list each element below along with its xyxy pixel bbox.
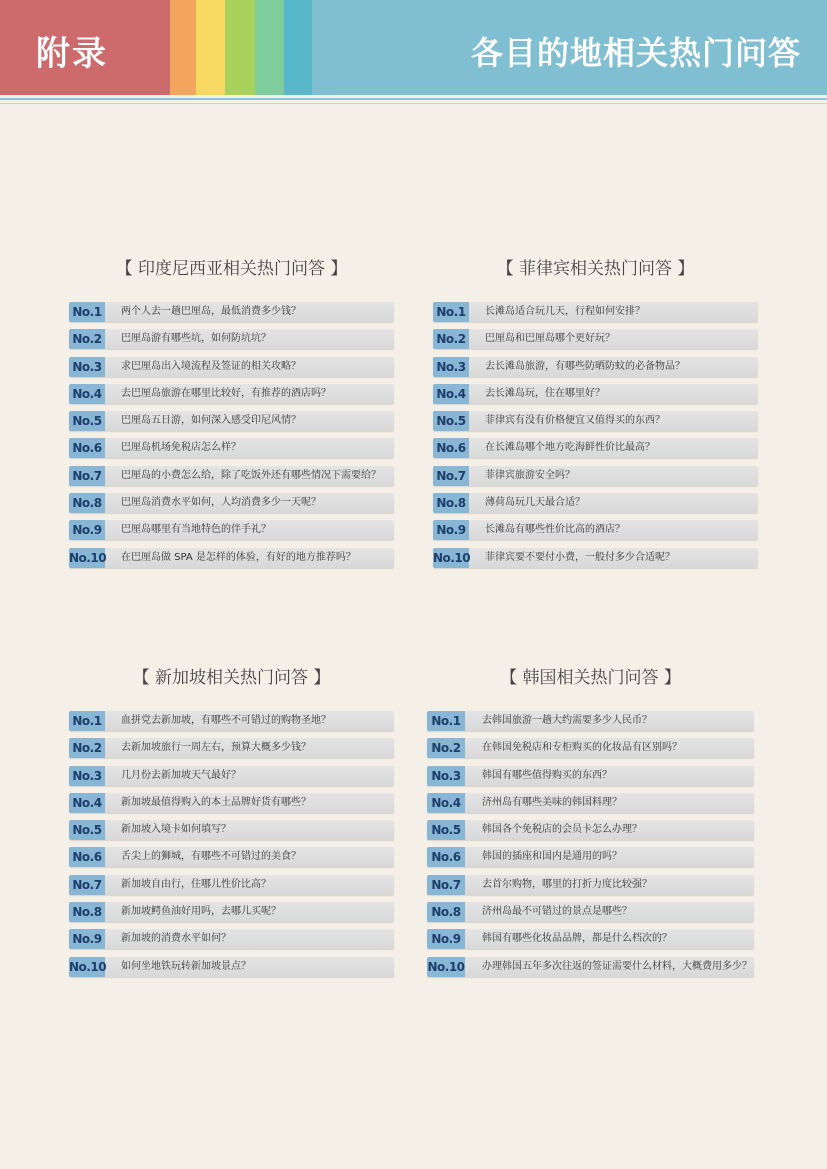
qa-number: No.5	[69, 411, 105, 431]
color-stripe	[255, 0, 284, 95]
qa-question: 去新加坡旅行一周左右，预算大概多少钱？	[121, 742, 311, 754]
qa-row[interactable]	[433, 302, 758, 322]
qa-number: No.9	[69, 520, 105, 540]
section-korea	[427, 665, 754, 984]
page-title: 各目的地相关热门问答	[470, 34, 801, 72]
qa-row[interactable]	[69, 438, 394, 458]
qa-number: No.1	[69, 711, 105, 731]
section-singapore	[69, 665, 394, 984]
qa-question: 在长滩岛哪个地方吃海鲜性价比最高？	[485, 442, 655, 454]
qa-question: 济州岛有哪些美味的韩国料理？	[482, 796, 622, 808]
qa-question: 韩国有哪些值得购买的东西？	[482, 769, 612, 781]
qa-row[interactable]	[433, 384, 758, 404]
qa-number: No.9	[69, 929, 105, 949]
qa-number: No.10	[433, 548, 469, 568]
qa-row[interactable]	[69, 384, 394, 404]
qa-row[interactable]	[69, 711, 394, 731]
qa-row[interactable]	[69, 929, 394, 949]
color-stripe	[170, 0, 196, 95]
qa-row[interactable]	[69, 493, 394, 513]
qa-number: No.3	[69, 766, 105, 786]
qa-number: No.7	[433, 466, 469, 486]
qa-row[interactable]	[427, 902, 754, 922]
qa-question: 巴厘岛五日游，如何深入感受印尼风情？	[121, 415, 301, 427]
qa-question: 求巴厘岛出入境流程及签证的相关攻略？	[121, 360, 301, 372]
qa-row[interactable]	[427, 820, 754, 840]
qa-row[interactable]	[69, 875, 394, 895]
qa-number: No.1	[433, 302, 469, 322]
qa-row[interactable]	[69, 793, 394, 813]
qa-question: 新加坡的消费水平如何？	[121, 933, 231, 945]
section-title: 【 菲律宾相关热门问答 】	[496, 259, 695, 279]
page-header	[0, 0, 827, 95]
qa-question: 巴厘岛的小费怎么给，除了吃饭外还有哪些情况下需要给？	[121, 469, 381, 481]
qa-row[interactable]	[427, 847, 754, 867]
section-title: 【 印度尼西亚相关热门问答 】	[115, 259, 348, 279]
qa-question: 如何坐地铁玩转新加坡景点？	[121, 960, 251, 972]
qa-number: No.6	[69, 438, 105, 458]
qa-number: No.8	[433, 493, 469, 513]
qa-number: No.2	[69, 329, 105, 349]
section-title: 【 新加坡相关热门问答 】	[132, 668, 331, 688]
header-right-block	[312, 0, 827, 95]
qa-number: No.5	[69, 820, 105, 840]
qa-row[interactable]	[427, 957, 754, 977]
qa-question: 血拼党去新加坡，有哪些不可错过的购物圣地？	[121, 715, 331, 726]
qa-row[interactable]	[433, 520, 758, 540]
section-title: 【 韩国相关热门问答 】	[500, 668, 681, 688]
qa-question: 巴厘岛消费水平如何，人均消费多少一天呢？	[121, 497, 321, 509]
qa-question: 巴厘岛机场免税店怎么样？	[121, 442, 241, 454]
qa-question: 巴厘岛游有哪些坑，如何防坑坑？	[121, 333, 271, 345]
qa-question: 去韩国旅游一趟大约需要多少人民币？	[482, 715, 652, 726]
qa-row[interactable]	[69, 329, 394, 349]
qa-question: 两个人去一趟巴厘岛，最低消费多少钱？	[121, 306, 301, 317]
qa-number: No.2	[427, 738, 465, 758]
qa-question: 长滩岛有哪些性价比高的酒店？	[485, 524, 625, 536]
qa-row[interactable]	[69, 411, 394, 431]
qa-number: No.6	[69, 847, 105, 867]
qa-question: 巴厘岛和巴厘岛哪个更好玩？	[485, 333, 615, 345]
qa-row[interactable]	[427, 793, 754, 813]
color-stripe	[225, 0, 255, 95]
qa-question: 在韩国免税店和专柜购买的化妆品有区别吗？	[482, 742, 682, 754]
qa-question: 新加坡入境卡如何填写？	[121, 824, 231, 836]
qa-row[interactable]	[427, 875, 754, 895]
qa-question: 几月份去新加坡天气最好？	[121, 769, 241, 781]
qa-row[interactable]	[427, 711, 754, 731]
qa-number: No.2	[69, 738, 105, 758]
qa-number: No.1	[427, 711, 465, 731]
color-stripe	[196, 0, 225, 95]
qa-row[interactable]	[69, 738, 394, 758]
qa-row[interactable]	[433, 411, 758, 431]
qa-question: 菲律宾要不要付小费，一般付多少合适呢？	[485, 551, 675, 563]
qa-question: 新加坡鳄鱼油好用吗，去哪儿买呢？	[121, 906, 281, 918]
qa-number: No.4	[69, 793, 105, 813]
qa-number: No.9	[433, 520, 469, 540]
qa-number: No.3	[69, 357, 105, 377]
qa-question: 舌尖上的狮城，有哪些不可错过的美食？	[121, 851, 301, 863]
divider	[0, 98, 827, 100]
qa-number: No.7	[69, 875, 105, 895]
qa-question: 去长滩岛旅游，有哪些防晒防蚊的必备物品？	[485, 360, 685, 372]
qa-number: No.4	[69, 384, 105, 404]
qa-row[interactable]	[433, 466, 758, 486]
qa-number: No.3	[427, 766, 465, 786]
qa-question: 韩国有哪些化妆品品牌，都是什么档次的？	[482, 933, 672, 945]
qa-question: 新加坡最值得购入的本土品牌好货有哪些？	[121, 796, 311, 808]
qa-row[interactable]	[69, 302, 394, 322]
qa-row[interactable]	[433, 438, 758, 458]
qa-question: 薄荷岛玩几天最合适？	[485, 497, 585, 509]
qa-question: 在巴厘岛做 SPA 是怎样的体验，有好的地方推荐吗？	[121, 551, 356, 563]
qa-number: No.8	[69, 902, 105, 922]
qa-question: 新加坡自由行，住哪儿性价比高？	[121, 878, 271, 890]
qa-question: 韩国的插座和国内是通用的吗？	[482, 851, 622, 863]
qa-question: 菲律宾有没有价格便宜又值得买的东西？	[485, 415, 665, 427]
qa-row[interactable]	[69, 520, 394, 540]
qa-question: 办理韩国五年多次往返的签证需要什么材料，大概费用多少？	[482, 960, 752, 972]
qa-row[interactable]	[69, 847, 394, 867]
qa-row[interactable]	[427, 738, 754, 758]
qa-number: No.4	[433, 384, 469, 404]
qa-question: 长滩岛适合玩几天，行程如何安排？	[485, 306, 645, 317]
qa-row[interactable]	[427, 929, 754, 949]
section-philippines	[433, 256, 758, 575]
qa-number: No.8	[427, 902, 465, 922]
qa-question: 菲律宾旅游安全吗？	[485, 469, 575, 481]
qa-row[interactable]	[69, 766, 394, 786]
qa-number: No.2	[433, 329, 469, 349]
qa-number: No.7	[427, 875, 465, 895]
qa-row[interactable]	[433, 493, 758, 513]
qa-number: No.10	[427, 957, 465, 977]
divider	[0, 103, 827, 104]
qa-number: No.1	[69, 302, 105, 322]
qa-row[interactable]	[69, 820, 394, 840]
qa-number: No.9	[427, 929, 465, 949]
qa-number: No.6	[427, 847, 465, 867]
qa-number: No.7	[69, 466, 105, 486]
qa-row[interactable]	[69, 902, 394, 922]
section-indonesia	[69, 256, 394, 575]
qa-question: 去巴厘岛旅游在哪里比较好，有推荐的酒店吗？	[121, 387, 331, 399]
qa-number: No.10	[69, 548, 105, 568]
qa-question: 巴厘岛哪里有当地特色的伴手礼？	[121, 524, 271, 536]
qa-row[interactable]	[69, 357, 394, 377]
qa-number: No.5	[433, 411, 469, 431]
qa-row[interactable]	[69, 548, 394, 568]
qa-number: No.3	[433, 357, 469, 377]
qa-question: 韩国各个免税店的会员卡怎么办理？	[482, 824, 642, 836]
qa-number: No.6	[433, 438, 469, 458]
qa-row[interactable]	[433, 548, 758, 568]
header-left-block	[0, 0, 170, 95]
qa-number: No.10	[69, 957, 105, 977]
qa-number: No.8	[69, 493, 105, 513]
qa-row[interactable]	[433, 329, 758, 349]
qa-question: 去首尔购物，哪里的打折力度比较强？	[482, 878, 652, 890]
qa-number: No.4	[427, 793, 465, 813]
qa-row[interactable]	[433, 357, 758, 377]
qa-row[interactable]	[69, 466, 394, 486]
qa-row[interactable]	[69, 957, 394, 977]
qa-question: 济州岛最不可错过的景点是哪些？	[482, 906, 632, 918]
appendix-title: 附录	[36, 34, 108, 74]
qa-question: 去长滩岛玩，住在哪里好？	[485, 387, 605, 399]
color-stripe	[284, 0, 312, 95]
qa-number: No.5	[427, 820, 465, 840]
qa-row[interactable]	[427, 766, 754, 786]
